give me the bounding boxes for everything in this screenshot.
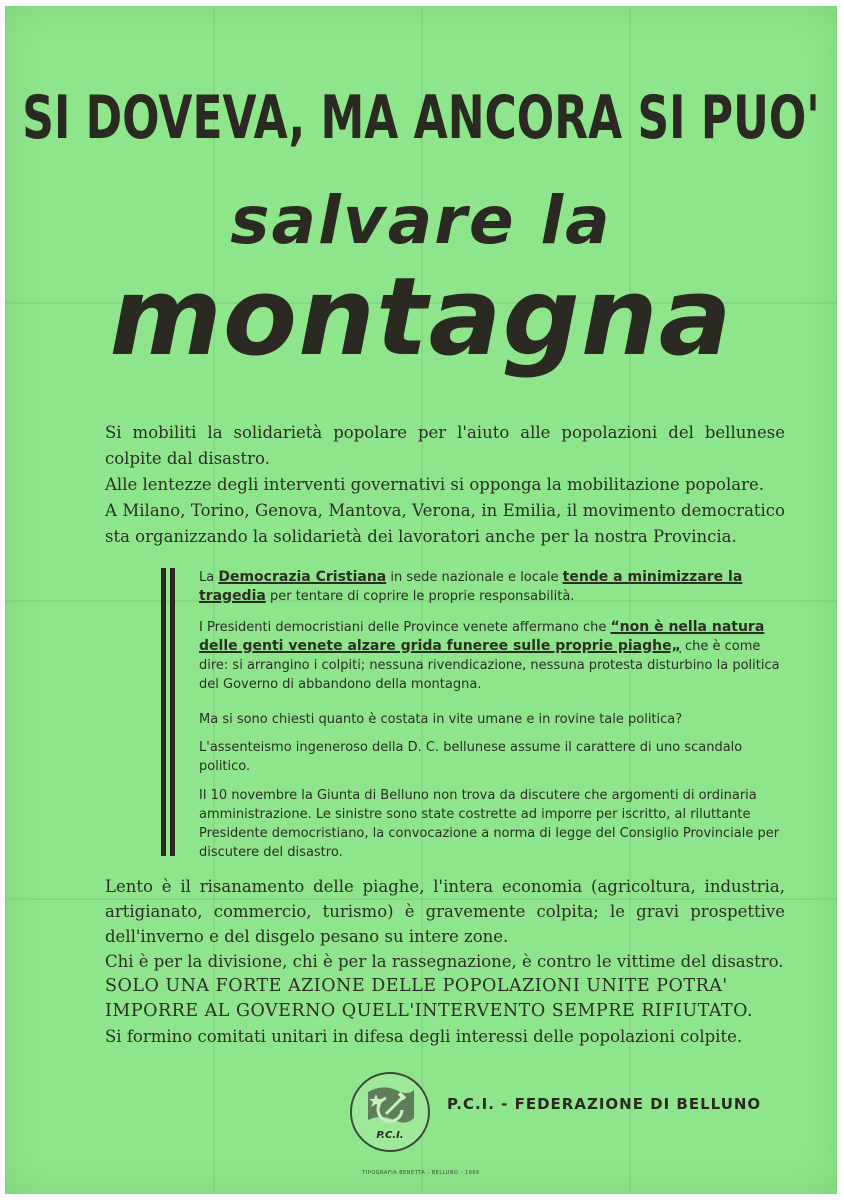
- box-text: per tentare di coprire le proprie responsabilità.: [265, 589, 575, 604]
- underlined-text: tende a minimizzare la tragedia: [199, 569, 743, 604]
- box-bar-right: [170, 568, 175, 856]
- highlight-box: [161, 568, 791, 858]
- underlined-text: “non è nella natura delle genti venete alzare grida funeree sulle proprie piaghe„: [199, 619, 765, 654]
- box-text: in sede nazionale e locale: [386, 570, 563, 585]
- box-paragraph-4: L'assenteismo ingeneroso della D. C. bellunese assume il carattere di uno scandalo politico.: [199, 740, 743, 774]
- closing-paragraph-3: Si formino comitati unitari in difesa degli interessi delle popolazioni colpite.: [105, 1027, 743, 1046]
- headline-line3: montagna: [109, 255, 733, 380]
- poster: [5, 6, 837, 1194]
- box-text: La: [199, 570, 219, 585]
- headline-line1: SI DOVEVA, MA ANCORA SI PUO': [22, 84, 820, 153]
- closing-block: [105, 874, 785, 1049]
- underlined-text: Democrazia Cristiana: [218, 569, 387, 585]
- intro-block: [105, 420, 785, 550]
- closing-paragraph-2: Chi è per la divisione, chi è per la rassegnazione, è contro le vittime del disastro.: [105, 952, 784, 971]
- box-paragraph-2: [199, 618, 787, 694]
- box-paragraph-5: Il 10 novembre la Giunta di Belluno non trova da discutere che argomenti di ordinaria amministrazione. Le sinistre sono state costrette ad imporre per iscritto, al riluttante Presidente democristiano, la convocazione a norma di legge del Consiglio Provinciale per discutere del disastro.: [199, 788, 780, 860]
- headline-line2: salvare la: [230, 182, 612, 259]
- federation-signature: P.C.I. - FEDERAZIONE DI BELLUNO: [447, 1095, 762, 1113]
- box-paragraph-1: [199, 568, 787, 606]
- box-text: I Presidenti democristiani delle Province venete affermano che: [199, 620, 611, 635]
- box-text: che è come dire: si arrangino i colpiti; nessuna rivendicazione, nessuna protesta disturbino la politica del Governo di abbandono della montagna.: [199, 639, 780, 692]
- box-paragraph-3: Ma si sono chiesti quanto è costata in vite umane e in rovine tale politica?: [199, 712, 683, 727]
- intro-paragraph-1: Si mobiliti la solidarietà popolare per l'aiuto alle popolazioni del bellunese colpite dal disastro.: [105, 423, 785, 468]
- pci-emblem: [350, 1072, 430, 1152]
- emblem-label: P.C.I.: [376, 1130, 404, 1141]
- printer-credit: TIPOGRAFIA BENETTA - BELLUNO - 1966: [362, 1170, 480, 1176]
- intro-paragraph-3: A Milano, Torino, Genova, Mantova, Verona, in Emilia, il movimento democratico sta organizzando la solidarietà dei lavoratori anche per la nostra Provincia.: [105, 501, 785, 546]
- closing-paragraph-1: Lento è il risanamento delle piaghe, l'intera economia (agricoltura, industria, artigianato, commercio, turismo) è gravemente colpita; le gravi prospettive dell'inverno e del disgelo pesano su intere zone.: [105, 877, 785, 946]
- intro-paragraph-2: Alle lentezze degli interventi governativi si opponga la mobilitazione popolare.: [105, 475, 764, 494]
- closing-caps: SOLO UNA FORTE AZIONE DELLE POPOLAZIONI UNITE POTRA' IMPORRE AL GOVERNO QUELL'INTERVENTO SEMPRE RIFIUTATO.: [105, 976, 754, 1021]
- box-bar-left: [161, 568, 166, 856]
